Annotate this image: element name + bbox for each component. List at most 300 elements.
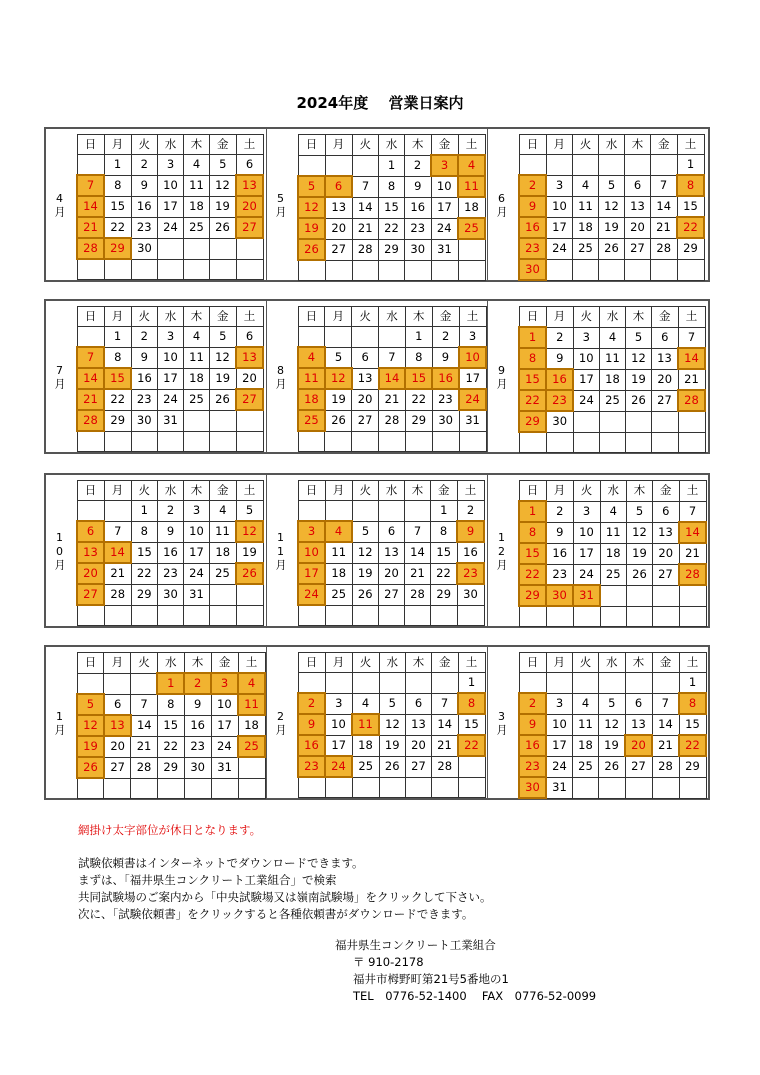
holiday-cell: 30 (519, 777, 546, 798)
day-cell: 13 (352, 368, 379, 389)
weekday-header: 水 (379, 135, 405, 156)
weekday-header: 金 (432, 653, 459, 673)
week-row (77, 605, 263, 626)
day-cell: 18 (600, 543, 627, 564)
week-row (519, 259, 704, 280)
day-cell: 2 (432, 327, 459, 348)
week-row (519, 543, 706, 564)
empty-cell (352, 673, 379, 694)
empty-cell (184, 605, 210, 626)
day-cell: 13 (325, 197, 352, 218)
day-cell: 22 (104, 217, 131, 238)
day-cell: 4 (184, 327, 210, 348)
day-cell: 27 (379, 584, 405, 605)
month-august (266, 301, 487, 452)
month-label (267, 129, 293, 280)
day-cell: 17 (211, 715, 238, 736)
week-row (298, 389, 486, 410)
org-name: 福井県生コンクリート工業組合 (335, 938, 496, 952)
empty-cell (405, 431, 432, 452)
empty-cell (131, 673, 157, 694)
empty-cell (158, 259, 184, 280)
day-cell: 15 (677, 196, 704, 217)
empty-cell (625, 259, 651, 280)
weekday-header: 水 (158, 481, 184, 501)
holiday-cell: 27 (236, 389, 263, 410)
day-cell: 18 (238, 715, 265, 736)
weekday-header: 土 (236, 135, 263, 155)
day-cell: 5 (599, 693, 626, 714)
holiday-cell: 13 (77, 542, 104, 563)
holiday-cell: 11 (298, 368, 325, 389)
week-row (519, 411, 705, 432)
empty-cell (599, 155, 625, 176)
empty-cell (432, 777, 459, 798)
empty-cell (77, 155, 104, 176)
day-cell: 18 (325, 563, 352, 584)
holiday-cell: 14 (77, 368, 104, 389)
month-label-text: 4月 (53, 191, 66, 218)
holiday-cell: 3 (298, 521, 325, 542)
week-row (298, 777, 485, 798)
calendar-grid (76, 652, 266, 799)
day-cell: 21 (352, 218, 379, 239)
week-row (77, 347, 263, 368)
holiday-cell: 16 (519, 217, 546, 238)
holiday-cell: 13 (236, 175, 263, 196)
day-cell: 26 (210, 217, 237, 238)
day-cell: 17 (573, 543, 600, 564)
holiday-cell: 23 (519, 756, 546, 777)
day-cell: 9 (131, 175, 158, 196)
week-row (298, 327, 486, 348)
week-row (298, 368, 486, 389)
calendar-grid (297, 134, 486, 281)
day-cell: 5 (599, 175, 625, 196)
empty-cell (157, 778, 184, 799)
day-cell: 20 (653, 543, 680, 564)
weekday-header: 木 (405, 307, 432, 327)
holiday-cell: 26 (77, 757, 104, 778)
day-cell: 2 (546, 327, 573, 348)
day-cell: 21 (679, 543, 706, 564)
weekday-header: 木 (184, 135, 210, 155)
weekday-header: 木 (625, 653, 652, 673)
holiday-cell: 9 (519, 196, 546, 217)
day-cell: 21 (379, 389, 406, 410)
day-cell: 26 (325, 410, 352, 431)
week-row (77, 521, 263, 542)
month-label-text: 5月 (274, 191, 287, 218)
holiday-cell: 25 (298, 410, 325, 431)
calendar-grid (297, 480, 485, 626)
day-cell: 15 (458, 714, 485, 735)
empty-cell (77, 673, 104, 694)
empty-cell (678, 432, 705, 453)
day-cell: 30 (546, 411, 573, 432)
empty-cell (653, 606, 680, 627)
weekday-header: 金 (211, 653, 238, 674)
day-cell: 3 (158, 327, 184, 348)
month-label-text: 3月 (495, 709, 508, 736)
day-cell: 17 (546, 735, 573, 756)
empty-cell (406, 673, 432, 694)
weekday-header: 日 (519, 653, 546, 673)
day-cell: 24 (573, 564, 600, 585)
postal-code: 〒 910-2178 (353, 955, 424, 969)
holiday-cell: 1 (157, 673, 184, 694)
weekday-header: 月 (325, 481, 352, 501)
weekday-header: 月 (546, 307, 573, 328)
holiday-cell: 14 (379, 368, 406, 389)
empty-cell (210, 584, 237, 605)
week-row (298, 410, 486, 431)
holiday-cell: 24 (325, 756, 352, 777)
empty-cell (184, 410, 210, 431)
month-february (266, 647, 487, 798)
day-cell: 9 (546, 522, 573, 543)
day-cell: 6 (625, 693, 652, 714)
day-cell: 14 (652, 714, 679, 735)
holiday-cell: 6 (325, 176, 352, 197)
day-cell: 14 (131, 715, 157, 736)
empty-cell (519, 155, 546, 176)
holiday-cell: 27 (77, 584, 104, 605)
empty-cell (652, 777, 679, 798)
week-row (298, 605, 484, 626)
month-may (266, 129, 487, 280)
month-july (46, 301, 266, 452)
weekday-header: 木 (184, 481, 210, 501)
holiday-cell: 15 (519, 369, 546, 390)
day-cell: 7 (651, 175, 678, 196)
day-cell: 10 (573, 522, 600, 543)
empty-cell (546, 259, 573, 280)
day-cell: 20 (104, 736, 131, 757)
holiday-cell: 19 (77, 736, 104, 757)
empty-cell (104, 431, 131, 452)
day-cell: 21 (104, 563, 131, 584)
holiday-cell: 16 (519, 735, 546, 756)
week-row (519, 777, 706, 798)
weekday-header: 火 (573, 135, 599, 155)
weekday-header: 火 (131, 481, 158, 501)
week-row (77, 259, 263, 280)
day-cell: 9 (131, 347, 158, 368)
weekday-header: 日 (298, 307, 325, 327)
holiday-cell: 15 (405, 368, 432, 389)
empty-cell (298, 327, 325, 348)
weekday-header: 日 (519, 307, 546, 328)
empty-cell (325, 777, 352, 798)
empty-cell (573, 777, 599, 798)
empty-cell (104, 259, 131, 280)
holiday-cell: 8 (677, 175, 704, 196)
day-cell: 15 (131, 542, 158, 563)
weekday-header: 土 (677, 135, 704, 155)
day-cell: 16 (457, 542, 484, 563)
day-cell: 31 (546, 777, 573, 798)
week-row (77, 389, 263, 410)
day-cell: 7 (652, 693, 679, 714)
day-cell: 10 (158, 175, 184, 196)
holiday-cell: 4 (458, 155, 485, 176)
weekday-header-row (519, 135, 704, 155)
weekday-header: 土 (679, 481, 706, 502)
day-cell: 6 (406, 693, 432, 714)
week-row (519, 585, 706, 606)
day-cell: 25 (573, 238, 599, 259)
empty-cell (325, 260, 352, 281)
day-cell: 20 (652, 369, 679, 390)
day-cell: 2 (131, 327, 158, 348)
week-row (519, 348, 705, 369)
day-cell: 11 (184, 175, 210, 196)
empty-cell (238, 757, 265, 778)
weekday-header: 火 (352, 481, 379, 501)
day-cell: 27 (352, 410, 379, 431)
holiday-cell: 2 (298, 693, 325, 714)
empty-cell (573, 606, 600, 627)
day-cell: 1 (679, 673, 706, 694)
week-row (298, 756, 485, 777)
week-row (519, 369, 705, 390)
day-cell: 28 (432, 756, 459, 777)
day-cell: 11 (325, 542, 352, 563)
week-row (298, 260, 485, 281)
empty-cell (379, 605, 405, 626)
day-cell: 6 (625, 175, 651, 196)
week-row (77, 327, 263, 348)
holiday-cell: 27 (236, 217, 263, 238)
weekday-header: 金 (651, 135, 678, 155)
holiday-cell: 18 (298, 389, 325, 410)
empty-cell (600, 585, 627, 606)
empty-cell (679, 585, 706, 606)
empty-cell (573, 411, 600, 432)
day-cell: 19 (210, 196, 237, 217)
holiday-cell: 11 (238, 694, 265, 715)
empty-cell (211, 778, 238, 799)
week-row (519, 735, 706, 756)
day-cell: 16 (158, 542, 184, 563)
day-cell: 22 (157, 736, 184, 757)
weekday-header: 水 (379, 481, 405, 501)
holiday-cell: 4 (298, 347, 325, 368)
instruction-line: 共同試験場のご案内から「中央試験場又は嶺南試験場」をクリックして下さい。 (78, 890, 492, 904)
empty-cell (626, 411, 652, 432)
holiday-cell: 6 (77, 521, 104, 542)
day-cell: 26 (626, 390, 652, 411)
day-cell: 30 (405, 239, 432, 260)
empty-cell (379, 501, 405, 522)
month-label (267, 475, 293, 626)
holiday-cell: 16 (546, 369, 573, 390)
instruction-line: 次に、「試験依頼書」をクリックすると各種依頼書がダウンロードできます。 (78, 907, 474, 921)
empty-cell (651, 259, 678, 280)
empty-cell (236, 605, 263, 626)
week-row (519, 175, 704, 196)
weekday-header-row (77, 653, 265, 674)
day-cell: 28 (352, 239, 379, 260)
day-cell: 24 (546, 756, 573, 777)
day-cell: 5 (352, 521, 379, 542)
week-row (519, 522, 706, 543)
holiday-cell: 23 (546, 390, 573, 411)
day-cell: 6 (236, 327, 263, 348)
empty-cell (352, 431, 379, 452)
holiday-cell: 8 (679, 693, 706, 714)
weekday-header: 火 (573, 653, 599, 673)
weekday-header: 月 (104, 653, 131, 674)
holiday-cell: 11 (352, 714, 379, 735)
week-row (519, 756, 706, 777)
day-cell: 26 (210, 389, 237, 410)
day-cell: 3 (459, 327, 486, 348)
empty-cell (573, 673, 599, 694)
day-cell: 1 (104, 155, 131, 176)
day-cell: 31 (158, 410, 184, 431)
day-cell: 18 (184, 196, 210, 217)
empty-cell (625, 777, 652, 798)
weekday-header: 土 (459, 307, 486, 327)
day-cell: 2 (457, 501, 484, 522)
day-cell: 24 (211, 736, 238, 757)
day-cell: 18 (210, 542, 237, 563)
day-cell: 21 (678, 369, 705, 390)
empty-cell (352, 260, 379, 281)
day-cell: 26 (599, 756, 626, 777)
empty-cell (77, 259, 104, 280)
day-cell: 2 (131, 155, 158, 176)
day-cell: 9 (432, 347, 459, 368)
empty-cell (210, 431, 237, 452)
holiday-cell: 8 (458, 693, 485, 714)
day-cell: 21 (651, 217, 678, 238)
day-cell: 31 (431, 239, 458, 260)
holiday-cell: 26 (298, 239, 325, 260)
quarter-block (44, 645, 710, 800)
day-cell: 21 (432, 735, 459, 756)
weekday-header: 日 (519, 135, 546, 155)
empty-cell (325, 431, 352, 452)
day-cell: 27 (104, 757, 131, 778)
holiday-note: 網掛け太字部位が休日となります。 (78, 823, 262, 837)
day-cell: 13 (379, 542, 405, 563)
weekday-header: 月 (104, 481, 131, 501)
holiday-cell: 16 (432, 368, 459, 389)
empty-cell (379, 777, 406, 798)
empty-cell (458, 777, 485, 798)
day-cell: 8 (104, 175, 131, 196)
empty-cell (573, 155, 599, 176)
empty-cell (184, 238, 210, 259)
weekday-header: 水 (158, 135, 184, 155)
week-row (77, 368, 263, 389)
day-cell: 4 (210, 501, 237, 522)
day-cell: 16 (131, 368, 158, 389)
day-cell: 23 (432, 389, 459, 410)
weekday-header: 月 (546, 135, 573, 155)
day-cell: 12 (627, 522, 653, 543)
month-label (267, 647, 293, 798)
weekday-header-row (519, 307, 705, 328)
empty-cell (131, 605, 158, 626)
day-cell: 28 (405, 584, 431, 605)
holiday-cell: 3 (211, 673, 238, 694)
empty-cell (298, 260, 325, 281)
day-cell: 8 (131, 521, 158, 542)
day-cell: 30 (184, 757, 211, 778)
month-december (487, 475, 708, 626)
empty-cell (379, 260, 405, 281)
month-january (46, 647, 266, 798)
day-cell: 15 (379, 197, 405, 218)
holiday-cell: 17 (298, 563, 325, 584)
month-label-text: 12月 (495, 530, 508, 571)
weekday-header-row (519, 481, 706, 502)
day-cell: 3 (573, 327, 600, 348)
holiday-cell: 31 (573, 585, 600, 606)
empty-cell (158, 238, 184, 259)
month-label-text: 10月 (53, 530, 66, 571)
day-cell: 12 (626, 348, 652, 369)
empty-cell (104, 605, 131, 626)
holiday-cell: 5 (298, 176, 325, 197)
calendar-grid (297, 306, 487, 452)
weekday-header: 日 (77, 481, 104, 501)
empty-cell (210, 238, 237, 259)
empty-cell (352, 501, 379, 522)
empty-cell (379, 327, 406, 348)
day-cell: 23 (184, 736, 211, 757)
day-cell: 7 (678, 327, 705, 348)
empty-cell (679, 777, 706, 798)
weekday-header: 水 (599, 135, 625, 155)
day-cell: 2 (405, 155, 432, 176)
day-cell: 17 (546, 217, 573, 238)
holiday-cell: 13 (104, 715, 131, 736)
holiday-cell: 23 (298, 756, 325, 777)
day-cell: 11 (573, 714, 599, 735)
weekday-header: 木 (406, 653, 432, 673)
week-row (77, 673, 265, 694)
holiday-cell: 28 (679, 564, 706, 585)
day-cell: 28 (651, 238, 678, 259)
day-cell: 3 (573, 501, 600, 522)
holiday-cell: 8 (519, 348, 546, 369)
week-row (519, 327, 705, 348)
day-cell: 11 (600, 522, 627, 543)
instruction-line: 試験依頼書はインターネットでダウンロードできます。 (78, 856, 364, 870)
day-cell: 20 (625, 217, 651, 238)
weekday-header: 土 (457, 481, 484, 501)
empty-cell (405, 260, 432, 281)
weekday-header: 日 (77, 307, 104, 327)
day-cell: 13 (653, 522, 680, 543)
day-cell: 15 (157, 715, 184, 736)
day-cell: 5 (627, 501, 653, 522)
day-cell: 27 (325, 239, 352, 260)
holiday-cell: 22 (458, 735, 485, 756)
week-row (77, 563, 263, 584)
week-row (519, 217, 704, 238)
day-cell: 11 (210, 521, 237, 542)
empty-cell (458, 756, 485, 777)
week-row (298, 197, 485, 218)
day-cell: 7 (131, 694, 157, 715)
day-cell: 14 (405, 542, 431, 563)
